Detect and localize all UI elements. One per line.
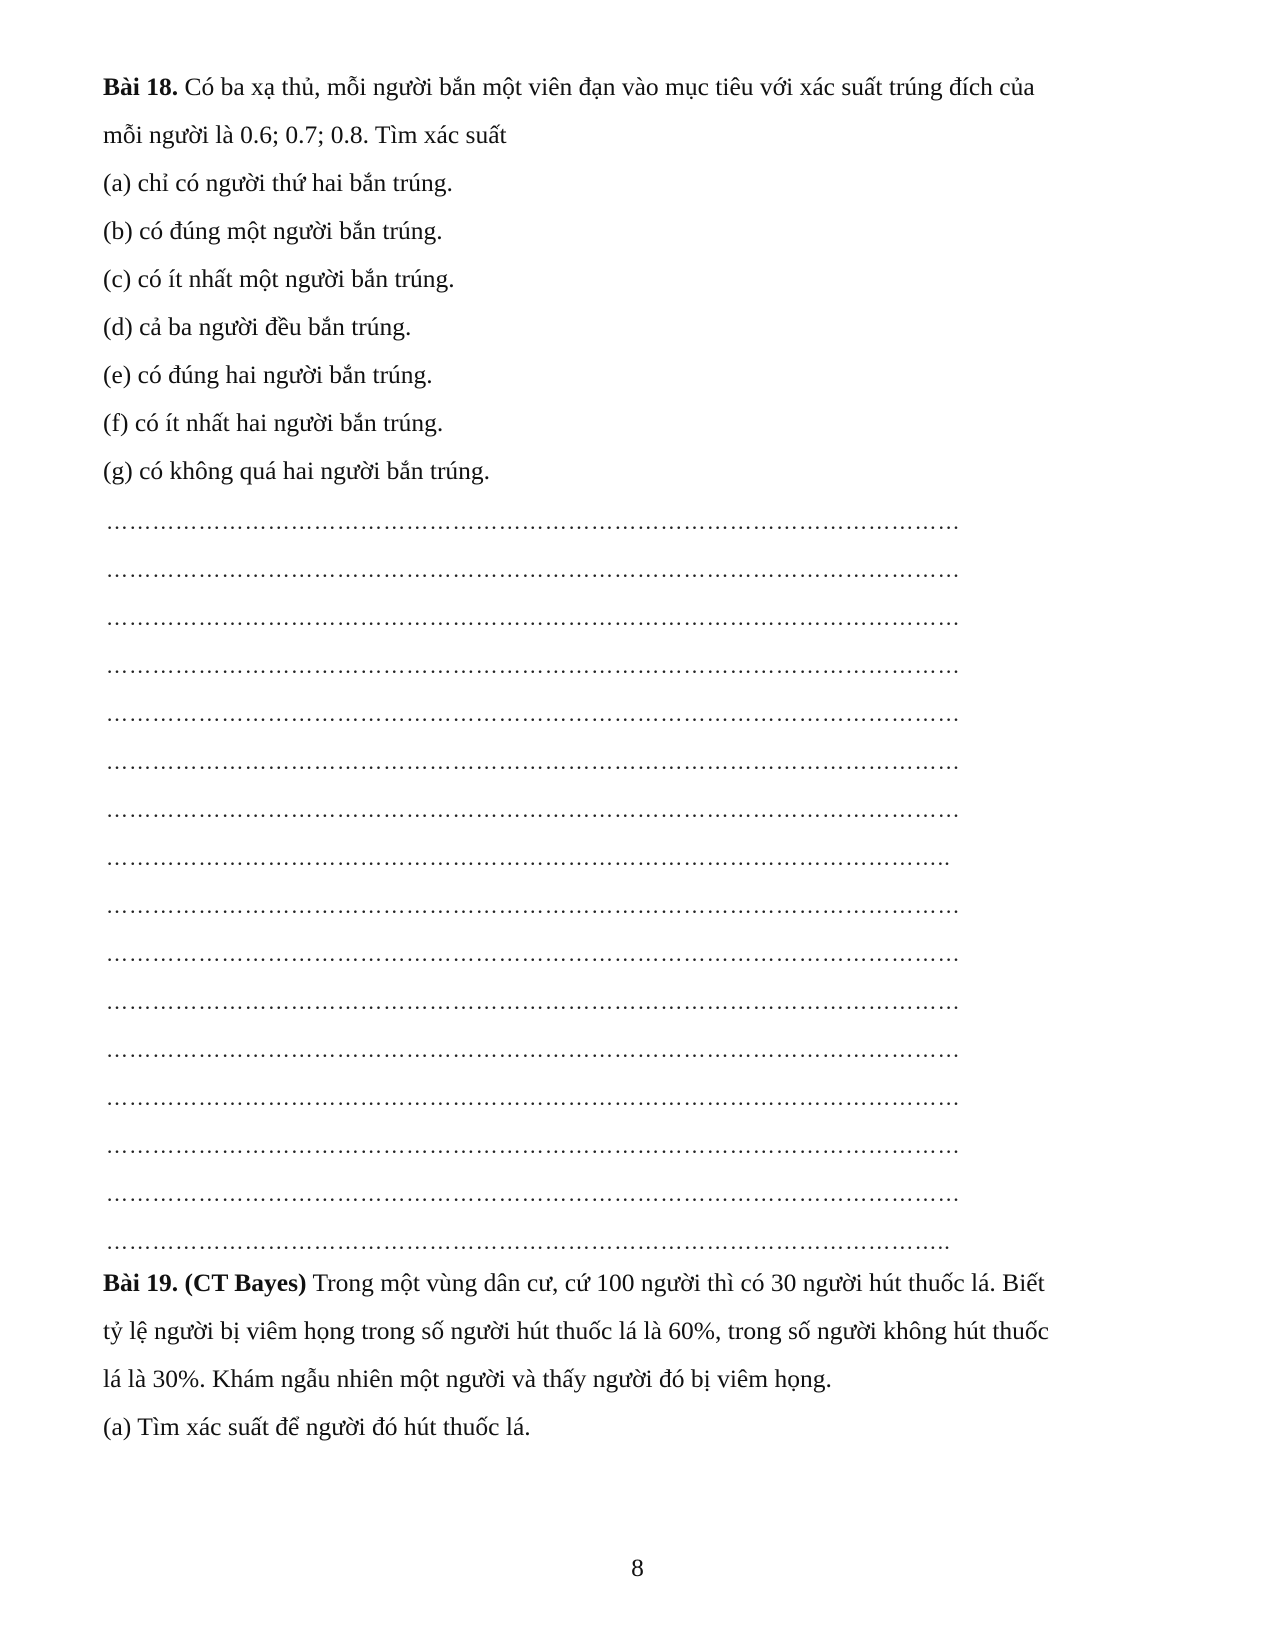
problem-18-item-d: (d) cả ba người đều bắn trúng. [103,312,412,341]
problem-19-line-2: tỷ lệ người bị viêm họng trong số người hút thuốc lá là 60%, trong số người không hút thuốc [103,1316,1050,1345]
answer-line: ………………………………………………………………………………………………… [106,1136,961,1156]
problem-19-item-a: (a) Tìm xác suất để người đó hút thuốc lá. [103,1412,531,1441]
problem-19-text: Trong một vùng dân cư, cứ 100 người thì có 30 người hút thuốc lá. Biết [306,1268,1045,1297]
problem-18-item-c: (c) có ít nhất một người bắn trúng. [103,264,455,293]
problem-19-line-1 [103,1268,1045,1298]
problem-18-item-a: (a) chỉ có người thứ hai bắn trúng. [103,168,453,197]
answer-line: ………………………………………………………………………………………………… [106,608,961,628]
page-number: 8 [631,1553,644,1582]
answer-line: ………………………………………………………………………………………………… [106,560,961,580]
problem-18-line-2: mỗi người là 0.6; 0.7; 0.8. Tìm xác suất [103,120,507,149]
problem-19-line-3: lá là 30%. Khám ngẫu nhiên một người và thấy người đó bị viêm họng. [103,1364,832,1393]
answer-line: ………………………………………………………………………………………………… [106,896,961,916]
answer-line: ……………………………………………………………………………………………….. [106,1232,951,1252]
answer-line: ………………………………………………………………………………………………… [106,1088,961,1108]
answer-line: ………………………………………………………………………………………………… [106,944,961,964]
answer-line: ………………………………………………………………………………………………… [106,512,961,532]
problem-18-line-1 [103,72,1035,102]
problem-18-item-g: (g) có không quá hai người bắn trúng. [103,456,491,485]
problem-19-title: Bài 19. (CT Bayes) [103,1268,307,1297]
answer-line: ………………………………………………………………………………………………… [106,656,961,676]
answer-line: ………………………………………………………………………………………………… [106,1040,961,1060]
answer-line: ……………………………………………………………………………………………….. [106,848,951,868]
problem-18-item-f: (f) có ít nhất hai người bắn trúng. [103,408,444,437]
answer-line: ………………………………………………………………………………………………… [106,752,961,772]
problem-18-item-e: (e) có đúng hai người bắn trúng. [103,360,433,389]
answer-line: ………………………………………………………………………………………………… [106,992,961,1012]
problem-18-item-b: (b) có đúng một người bắn trúng. [103,216,443,245]
problem-18-text: Có ba xạ thủ, mỗi người bắn một viên đạn vào mục tiêu với xác suất trúng đích của [178,72,1035,101]
answer-line: ………………………………………………………………………………………………… [106,1184,961,1204]
problem-18-title: Bài 18. [103,72,179,101]
answer-line: ………………………………………………………………………………………………… [106,704,961,724]
answer-line: ………………………………………………………………………………………………… [106,800,961,820]
